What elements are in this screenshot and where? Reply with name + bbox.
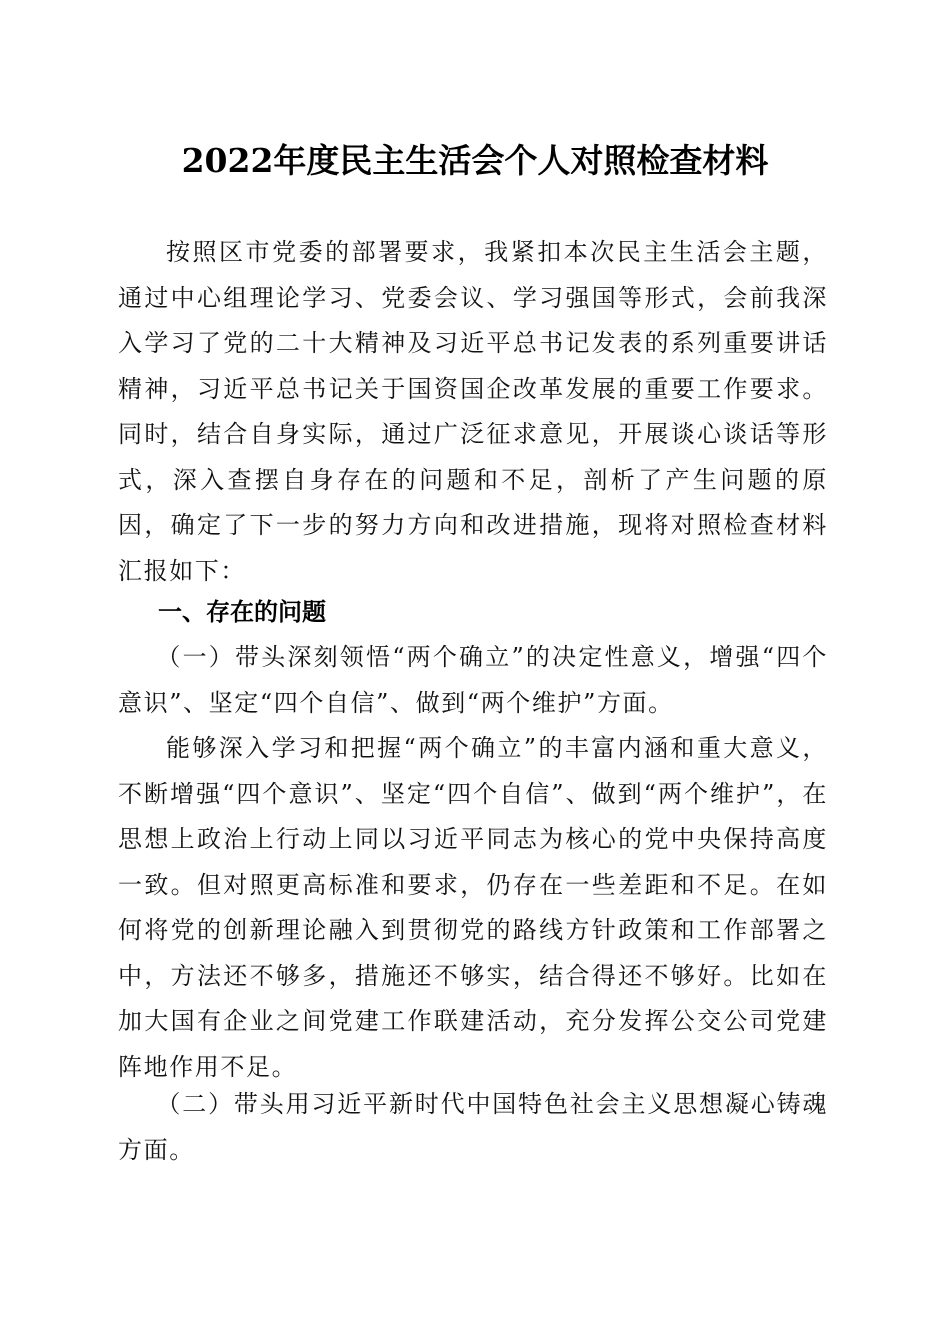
subsection-heading-2: （二）带头用习近平新时代中国特色社会主义思想凝心铸魂方面。: [118, 1090, 828, 1164]
document-title: 2022年度民主生活会个人对照检查材料: [181, 141, 769, 180]
section-heading-problems: 一、存在的问题: [158, 598, 326, 626]
intro-paragraph: 按照区市党委的部署要求，我紧扣本次民主生活会主题，通过中心组理论学习、党委会议、学习强国等形式，会前我深入学习了党的二十大精神及习近平总书记发表的系列重要讲话精神，习近平总书记关于国资国企改革发展的重要工作要求。同时，结合自身实际，通过广泛征求意见，开展谈心谈话等形式，深入查摆自身存在的问题和不足，剖析了产生问题的原因，确定了下一步的努力方向和改进措施，现将对照检查材料汇报如下：: [118, 238, 828, 585]
subsection-heading-1: （一）带头深刻领悟“两个确立”的决定性意义，增强“四个意识”、坚定“四个自信”、做到“两个维护”方面。: [118, 643, 828, 717]
subsection-body-1: 能够深入学习和把握“两个确立”的丰富内涵和重大意义，不断增强“四个意识”、坚定“四个自信”、做到“两个维护”，在思想上政治上行动上同以习近平同志为核心的党中央保持高度一致。但对照更高标准和要求，仍存在一些差距和不足。在如何将党的创新理论融入到贯彻党的路线方针政策和工作部署之中，方法还不够多，措施还不够实，结合得还不够好。比如在加大国有企业之间党建工作联建活动，充分发挥公交公司党建阵地作用不足。: [118, 734, 828, 1081]
